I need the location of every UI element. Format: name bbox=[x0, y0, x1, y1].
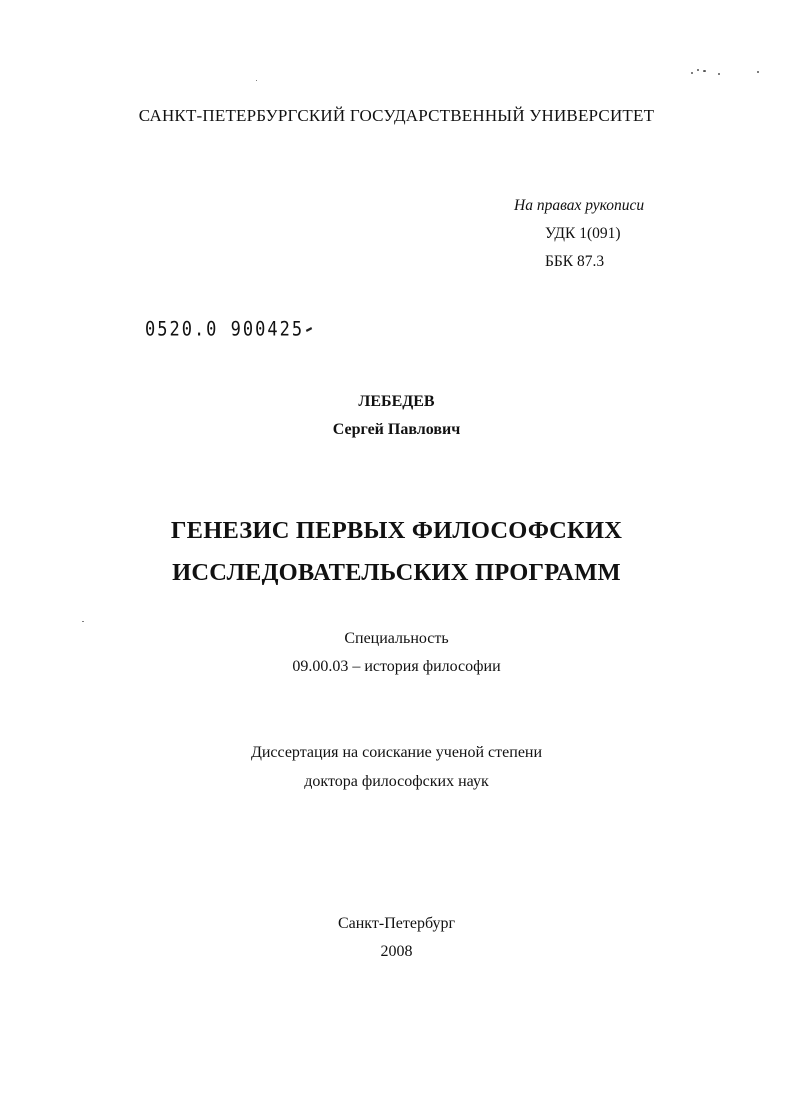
scan-speck bbox=[757, 71, 759, 73]
year: 2008 bbox=[380, 943, 413, 960]
author-name: Сергей Павлович bbox=[332, 421, 461, 438]
university-name: САНКТ-ПЕТЕРБУРГСКИЙ ГОСУДАРСТВЕННЫЙ УНИВЕРСИТЕТ bbox=[138, 106, 655, 125]
rights-note: На правах рукописи bbox=[514, 197, 645, 214]
degree-line-2: доктора философских наук bbox=[304, 773, 489, 790]
title-line-1: ГЕНЕЗИС ПЕРВЫХ ФИЛОСОФСКИХ bbox=[170, 517, 623, 544]
scan-speck bbox=[256, 80, 257, 81]
bbk-code: ББК 87.3 bbox=[545, 253, 605, 270]
scan-speck bbox=[703, 70, 706, 72]
author-surname: ЛЕБЕДЕВ bbox=[358, 393, 435, 410]
city: Санкт-Петербург bbox=[337, 915, 456, 932]
scan-speck bbox=[82, 621, 84, 622]
footer-block bbox=[0, 910, 793, 966]
scan-speck bbox=[691, 72, 693, 74]
dissertation-title bbox=[0, 510, 793, 594]
specialty-block bbox=[0, 625, 793, 681]
archive-stamp-code: 0520.0 900425 bbox=[145, 318, 305, 341]
udk-code: УДК 1(091) bbox=[545, 225, 621, 242]
degree-line-1: Диссертация на соискание ученой степени bbox=[250, 744, 543, 761]
scan-speck bbox=[697, 69, 699, 71]
specialty-label: Специальность bbox=[344, 630, 449, 647]
archive-stamp bbox=[145, 318, 312, 341]
classification-block bbox=[514, 192, 644, 276]
title-line-2: ИССЛЕДОВАТЕЛЬСКИХ ПРОГРАММ bbox=[172, 559, 621, 586]
scan-speck bbox=[718, 73, 720, 75]
degree-block bbox=[0, 738, 793, 796]
specialty-value: 09.00.03 – история философии bbox=[292, 658, 501, 675]
stamp-mark bbox=[306, 327, 312, 332]
